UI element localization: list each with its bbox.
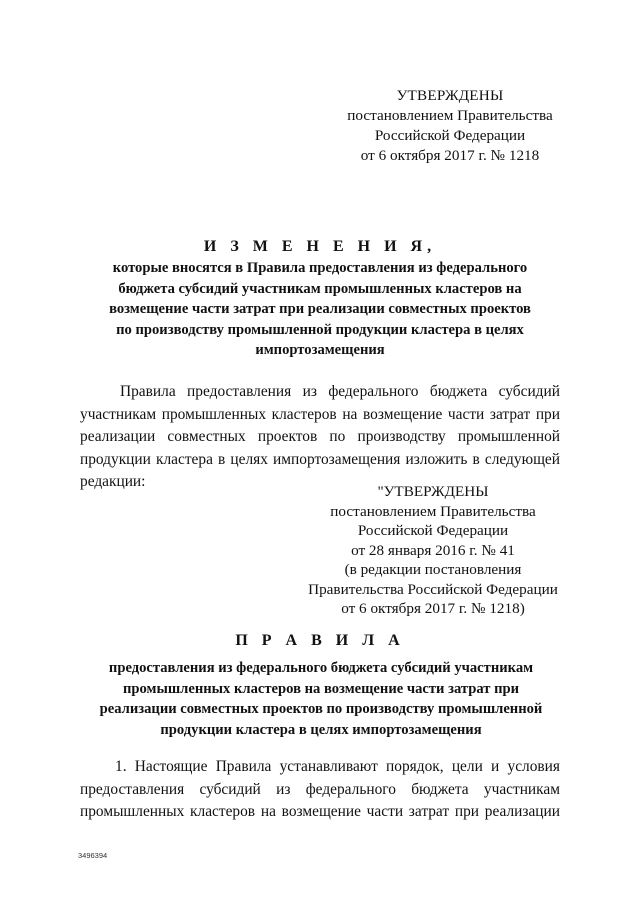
rules-subheading	[76, 658, 566, 740]
approval-line-2: Российской Федерации	[374, 127, 526, 144]
changes-sub-line-4: по производству промышленной продукции кластера в целях	[116, 321, 524, 338]
rules-heading: П Р А В И Л А	[235, 632, 405, 649]
approval2-line-3: от 28 января 2016 г. № 41	[351, 541, 515, 559]
approval2-line-1: постановлением Правительства	[330, 502, 536, 520]
body-line-2: участникам промышленных кластеров на возмещение части затрат при	[80, 405, 560, 423]
clause1-line-1: 1. Настоящие Правила устанавливают порядок, цели и условия	[115, 758, 560, 775]
approval2-line-5: Правительства Российской Федерации	[308, 580, 558, 598]
approval2-line-6: от 6 октября 2017 г. № 1218)	[341, 600, 525, 617]
approval2-title: "УТВЕРЖДЕНЫ	[377, 483, 489, 500]
document-code: 3496394	[78, 851, 108, 860]
approval2-line-2: Российской Федерации	[357, 522, 509, 539]
changes-sub-line-1: которые вносятся в Правила предоставления из федерального	[112, 260, 528, 276]
approval2-line-4: (в редакции постановления	[344, 561, 522, 578]
body-line-4: продукции кластера в целях импортозамещения изложить в следующей	[80, 450, 560, 468]
rules-sub-line-1: предоставления из федерального бюджета субсидий участникам	[108, 660, 534, 676]
clause1-line-3: промышленных кластеров на возмещение части затрат при реализации	[80, 803, 560, 820]
rules-sub-line-4: продукции кластера в целях импортозамещения	[160, 721, 482, 738]
rules-sub-line-2: промышленных кластеров на возмещение части затрат при	[122, 680, 519, 697]
clause1-line-2: предоставления субсидий из федерального бюджета участникам	[80, 780, 560, 798]
changes-sub-line-5: импортозамещения	[255, 342, 385, 358]
body-line-3: реализации совместных проектов по производству промышленной	[80, 428, 560, 445]
approval-line-1: постановлением Правительства	[347, 107, 553, 124]
rules-sub-line-3: реализации совместных проектов по производству промышленной	[99, 701, 543, 717]
approval-stamp-2	[280, 482, 586, 619]
changes-sub-line-3: возмещение части затрат при реализации совместных проектов	[109, 301, 531, 317]
changes-sub-line-2: бюджета субсидий участникам промышленных кластеров на	[118, 280, 522, 297]
approval-stamp	[340, 86, 560, 166]
clause-1	[80, 756, 560, 824]
body-line-1: Правила предоставления из федерального бюджета субсидий	[120, 383, 560, 400]
body-line-5: редакции:	[80, 473, 146, 490]
approval-line-3: от 6 октября 2017 г. № 1218	[360, 147, 540, 164]
approval-title: УТВЕРЖДЕНЫ	[396, 87, 504, 104]
changes-subheading	[90, 258, 550, 361]
body-paragraph	[80, 381, 560, 494]
changes-heading: И З М Е Н Е Н И Я,	[203, 238, 437, 255]
